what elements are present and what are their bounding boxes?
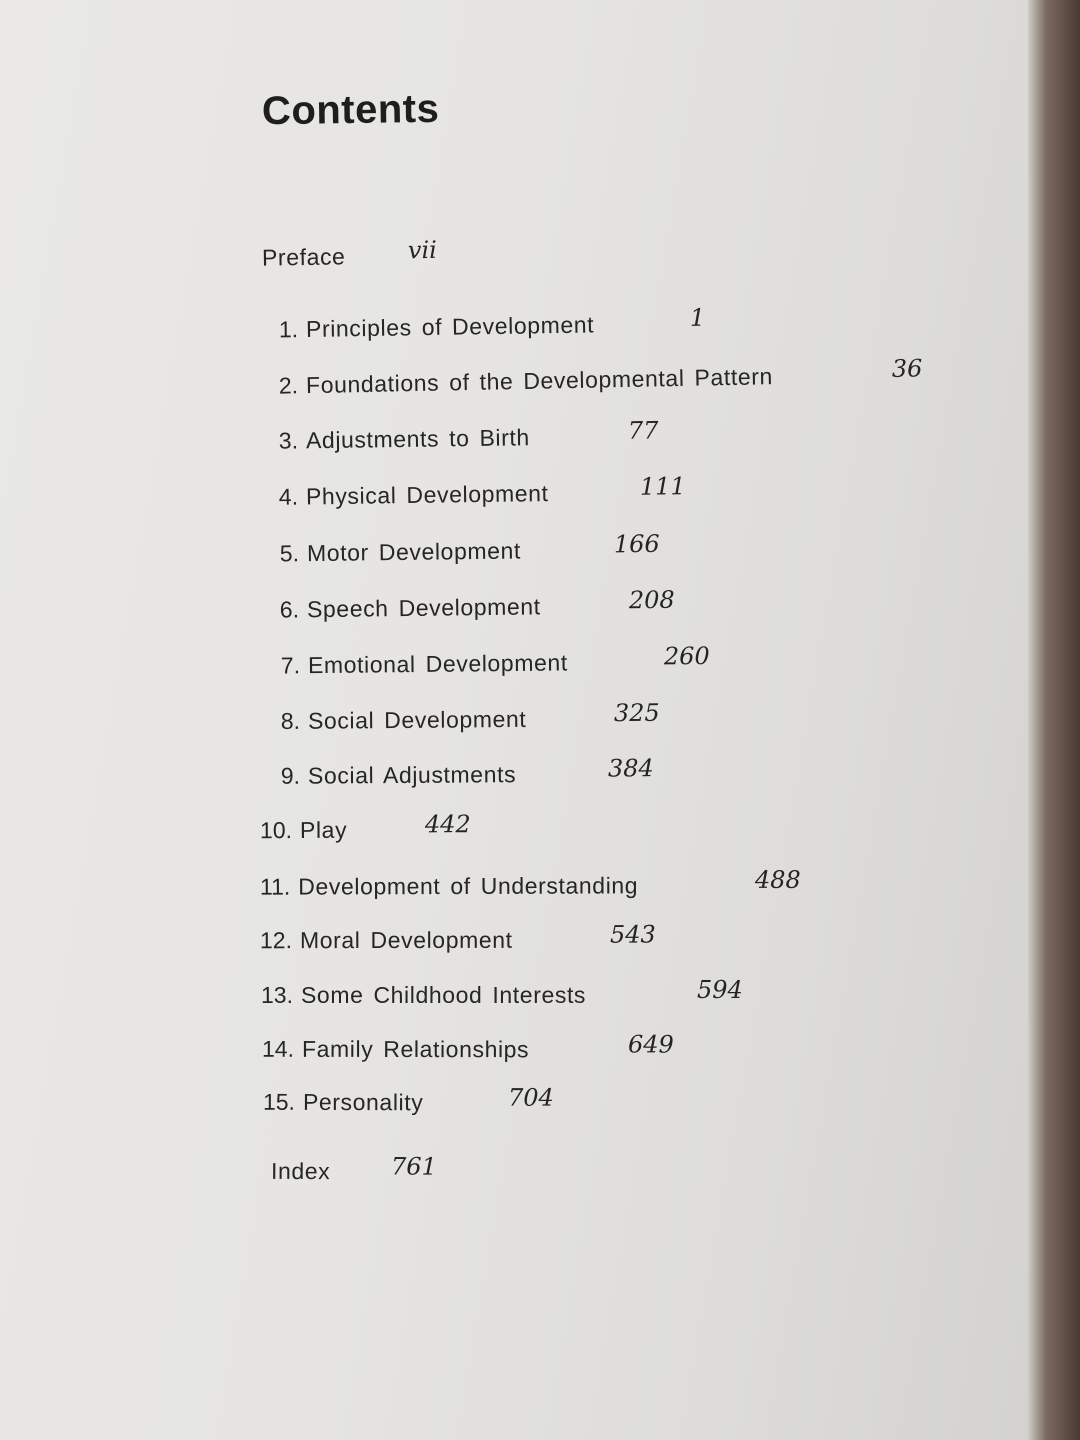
chapter-number: 12. [259,927,293,954]
toc-entry [268,303,706,343]
chapter-title: Speech Development [306,593,541,623]
chapter-number: 3. [278,427,299,454]
chapter-title: Family Relationships [301,1035,530,1063]
chapter-page: 77 [627,416,659,445]
chapter-page: 649 [627,1030,674,1059]
chapter-title: Social Adjustments [307,761,517,789]
chapter-page: 543 [609,920,656,949]
chapter-number: 10. [259,817,293,844]
toc-entry [261,976,743,1009]
toc-entry [259,920,656,954]
toc-entry [261,1030,674,1063]
toc-entry [270,754,654,790]
chapter-page: 1 [689,303,706,332]
chapter-page: 325 [613,698,660,728]
toc-entry-page: 761 [390,1152,437,1181]
toc-entry-page: vii [407,235,438,265]
toc-entry [268,416,659,455]
chapter-page: 594 [697,976,743,1004]
chapter-page: 442 [424,810,471,839]
chapter-title: Motor Development [306,537,522,567]
toc-entry-index [270,1152,437,1185]
chapter-page: 111 [639,472,686,501]
chapter-page: 704 [507,1083,554,1112]
chapter-title: Foundations of the Developmental Pattern [305,363,774,399]
chapter-number: 6. [279,596,300,623]
chapter-number: 7. [280,652,301,679]
chapter-page: 36 [891,354,923,383]
chapter-page: 260 [663,641,710,671]
chapter-title: Physical Development [305,480,549,510]
chapter-title: Moral Development [299,926,513,954]
toc-entry [269,529,660,567]
chapter-page: 166 [613,529,660,559]
page-title: Contents [261,86,440,134]
chapter-number: 11. [259,873,291,900]
toc-entry [268,354,923,400]
toc-entry [270,641,710,679]
page-edge-shadow [1028,0,1080,1440]
toc-entry [259,810,471,844]
chapter-title: Some Childhood Interests [300,982,587,1008]
chapter-number: 5. [279,540,300,567]
chapter-number: 4. [278,483,299,510]
chapter-number: 13. [261,982,293,1008]
toc-entry [268,472,686,511]
chapter-title: Adjustments to Birth [305,424,530,454]
toc-entry-label: Index [270,1157,331,1185]
chapter-page: 208 [628,585,675,615]
chapter-number: 14. [261,1035,295,1062]
chapter-page: 488 [754,865,801,894]
chapter-title: Principles of Development [305,311,595,342]
chapter-title: Play [299,816,348,844]
toc-entry [259,865,801,900]
toc-entry-preface [261,235,438,271]
chapter-number: 9. [280,762,301,789]
chapter-title: Development of Understanding [298,872,639,900]
chapter-number: 2. [278,372,299,399]
chapter-title: Emotional Development [307,649,568,679]
toc-entry [262,1083,554,1117]
chapter-number: 1. [278,316,299,343]
toc-entry [270,698,660,735]
chapter-title: Personality [302,1088,424,1116]
toc-entry-label: Preface [261,243,346,271]
chapter-number: 15. [262,1088,296,1115]
chapter-number: 8. [280,707,301,735]
toc-entry [269,585,675,623]
chapter-page: 384 [607,754,654,783]
chapter-title: Social Development [307,705,527,734]
